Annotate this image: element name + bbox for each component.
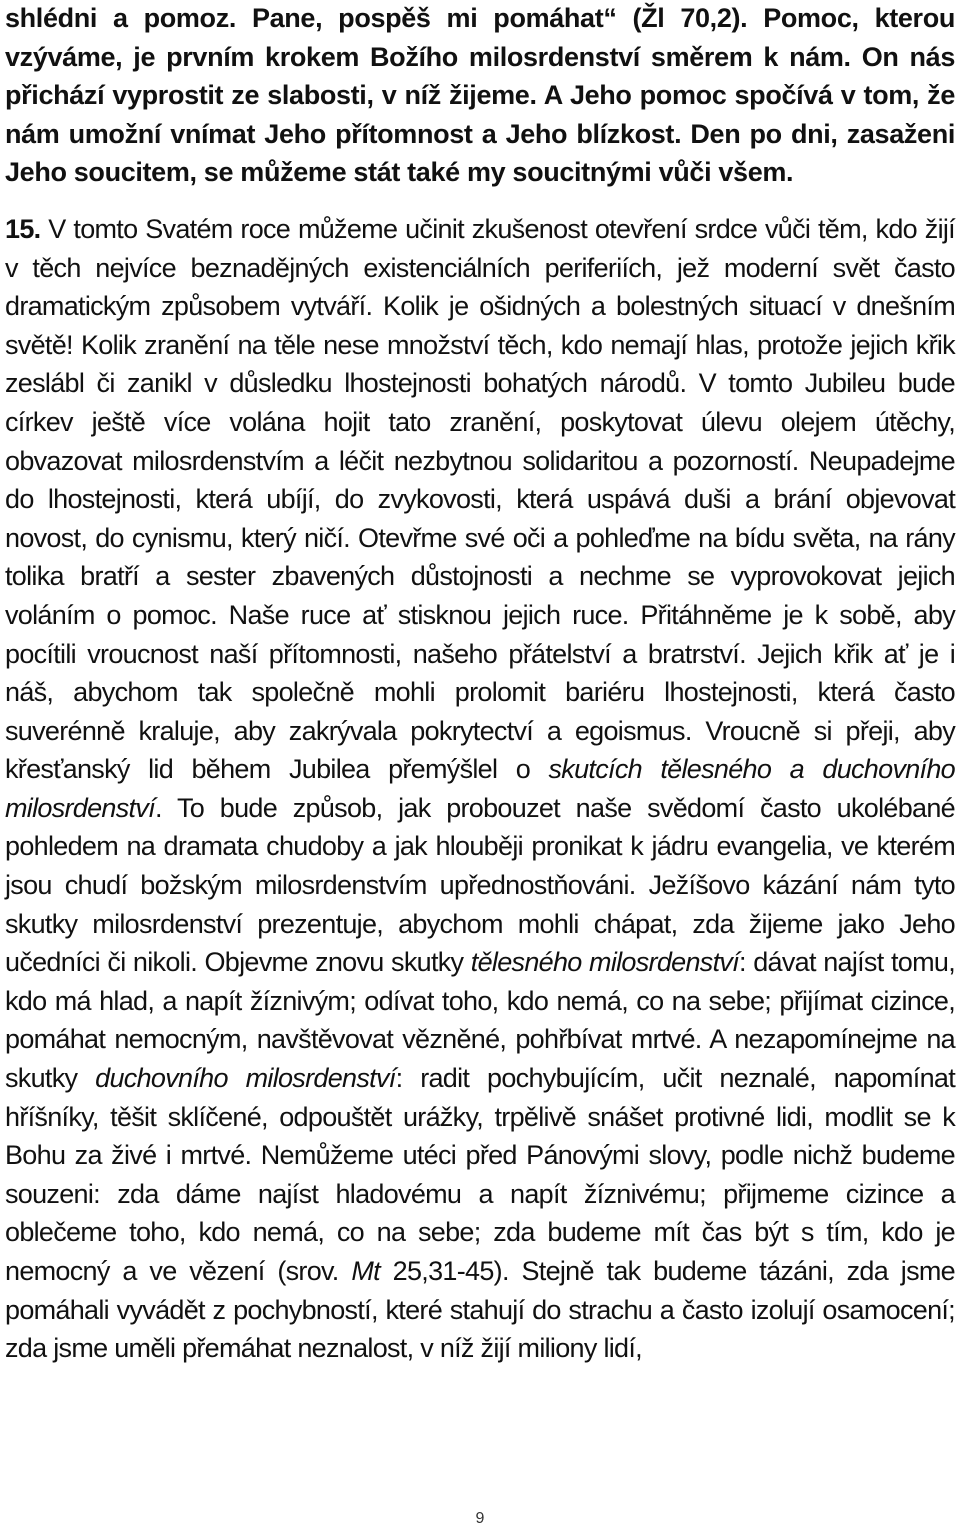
paragraph-text: . To bude způsob, jak probouzet naše svědomí často ukolébané pohledem na dramata chudoby a jak hlouběji pronikat k jádru evangelia, ve kterém jsou chudí božským milosrdenstvím upřednostňováni. Ježíšovo kázání nám tyto skutky milosrdenství prezentuje, abychom mohli chápat, zda žijeme jako Jeho učedníci či nikoli. Objevme znovu skutky (5, 792, 955, 978)
document-page (5, 0, 955, 1529)
paragraph-text: : radit pochybujícím, učit neznalé, napomínat hříšníky, těšit sklíčené, odpouštět urážky, trpělivě snášet protivné lidi, modlit se k Bohu za živé i mrtvé. Nemůžeme utéci před Pánovými slovy, podle nichž budeme souzeni: zda dáme najíst hladovému a napít žíznivému; přijmeme cizince a oblečeme toho, kdo nemá, co na sebe; zda budeme mít čas být s tím, kdo je nemocný a ve vězení (srov. (5, 1063, 956, 1286)
paragraph-15 (5, 210, 955, 1368)
paragraph-text: 25,31-45). Stejně tak budeme tázáni, zda jsme pomáhali vyvádět z pochybností, které stahují do strachu a často izolují osamocení; zda jsme uměli přemáhat neznalost, v níž žijí miliony lidí, (5, 1256, 955, 1364)
paragraph-intro: shlédni a pomoz. Pane, pospěš mi pomáhat“ (Žl 70,2). Pomoc, kterou vzýváme, je prvním krokem Božího milosrdenství směrem k nám. On nás přichází vyprostit ze slabosti, v níž žijeme. A Jeho pomoc spočívá v tom, že nám umožní vnímat Jeho přítomnost a Jeho blízkost. Den po dni, zasaženi Jeho soucitem, se můžeme stát také my soucitnými vůči všem. (5, 3, 955, 188)
page-number: 9 (475, 1510, 485, 1527)
paragraph-text: V tomto Svatém roce můžeme učinit zkušenost otevření srdce vůči těm, kdo žijí v těch nejvíce beznadějných existenciálních periferiích, jež moderní svět často dramatickým způsobem vytváří. Kolik je ošidných a bolestných situací v dnešním světě! Kolik zranění na těle nese množství těch, kdo nemají hlas, protože jejich křik zeslábl či zanikl v důsledku lhostejnosti bohatých národů. V tomto Jubileu bude církev ještě více volána hojit tato zranění, poskytovat úlevu olejem útěchy, obvazovat milosrdenstvím a léčit nezbytnou solidaritou a pozorností. Neupadejme do lhostejnosti, která ubíjí, do zvykovosti, která uspává duši a brání objevovat novost, do cynismu, který ničí. Otevřme své oči a pohleďme na bídu světa, na rány tolika bratří a sester zbavených důstojnosti a nechme se vyprovokovat jejich voláním o pomoc. Naše ruce ať stisknou jejich ruce. Přitáhněme je k sobě, aby pocítili vroucnost naší přítomnosti, našeho přátelství a bratrství. Jejich křik ať je i náš, abychom tak společně mohli prolomit bariéru lhostejnosti, která často suverénně kraluje, aby zakrývala pokrytectví a egoismus. Vroucně si přeji, aby křesťanský lid během Jubilea přemýšlel o (5, 213, 955, 785)
paragraph-text: : dávat najíst tomu, kdo má hlad, a napít žíznivým; odívat toho, kdo nemá, co na sebe; přijímat cizince, pomáhat nemocným, navštěvovat vězněné, pohřbívat mrtvé. A nezapomínejme na skutky (5, 947, 955, 1094)
citation-reference: Mt (351, 1256, 380, 1286)
emphasis-text: duchovního milosrdenství (95, 1063, 396, 1094)
paragraph-number: 15. (5, 213, 41, 244)
emphasis-text: skutcích tělesného a duchovního milosrdenství (5, 754, 955, 823)
emphasis-text: tělesného milosrdenství (470, 947, 739, 978)
